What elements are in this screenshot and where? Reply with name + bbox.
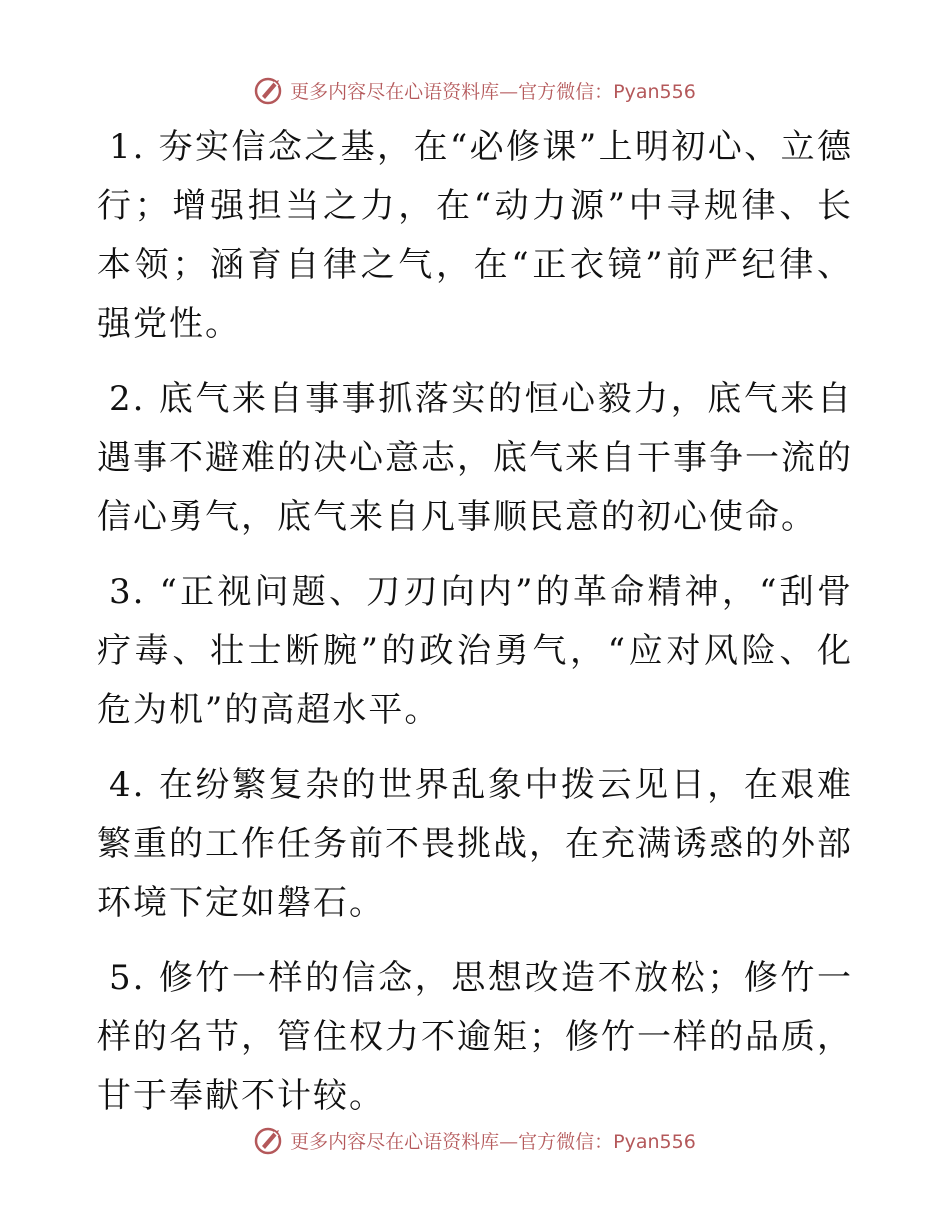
header-watermark: [0, 72, 950, 108]
footer-contact-text: 官方微信：Pyan556: [518, 1130, 696, 1153]
paragraph-2: 2. 底气来自事事抓落实的恒心毅力，底气来自遇事不避难的决心意志，底气来自干事争一流的信心勇气，底气来自凡事顺民意的初心使命。: [97, 379, 853, 537]
footer-separator: —: [499, 1130, 519, 1153]
header-contact-text: 官方微信：Pyan556: [518, 80, 696, 103]
footer-watermark: [0, 1122, 950, 1158]
footer-text: [290, 1127, 696, 1154]
header-site-text: 更多内容尽在心语资料库: [290, 80, 500, 103]
header-separator: —: [499, 80, 519, 103]
pen-logo-icon: [254, 74, 286, 106]
paragraph-5: 5. 修竹一样的信念，思想改造不放松；修竹一样的名节，管住权力不逾矩；修竹一样的品质，甘于奉献不计较。: [97, 958, 853, 1116]
footer-site-text: 更多内容尽在心语资料库: [290, 1130, 500, 1153]
paragraph-4: 4. 在纷繁复杂的世界乱象中拨云见日，在艰难繁重的工作任务前不畏挑战，在充满诱惑的外部环境下定如磐石。: [97, 765, 853, 923]
paragraph-3: 3. “正视问题、刀刃向内”的革命精神，“刮骨疗毒、壮士断腕”的政治勇气，“应对风险、化危为机”的高超水平。: [97, 572, 853, 730]
document-body: [97, 118, 853, 1142]
paragraph-1: 1. 夯实信念之基，在“必修课”上明初心、立德行；增强担当之力，在“动力源”中寻规律、长本领；涵育自律之气，在“正衣镜”前严纪律、强党性。: [97, 127, 853, 344]
header-text: [290, 77, 696, 104]
pen-logo-icon: [254, 1124, 286, 1156]
